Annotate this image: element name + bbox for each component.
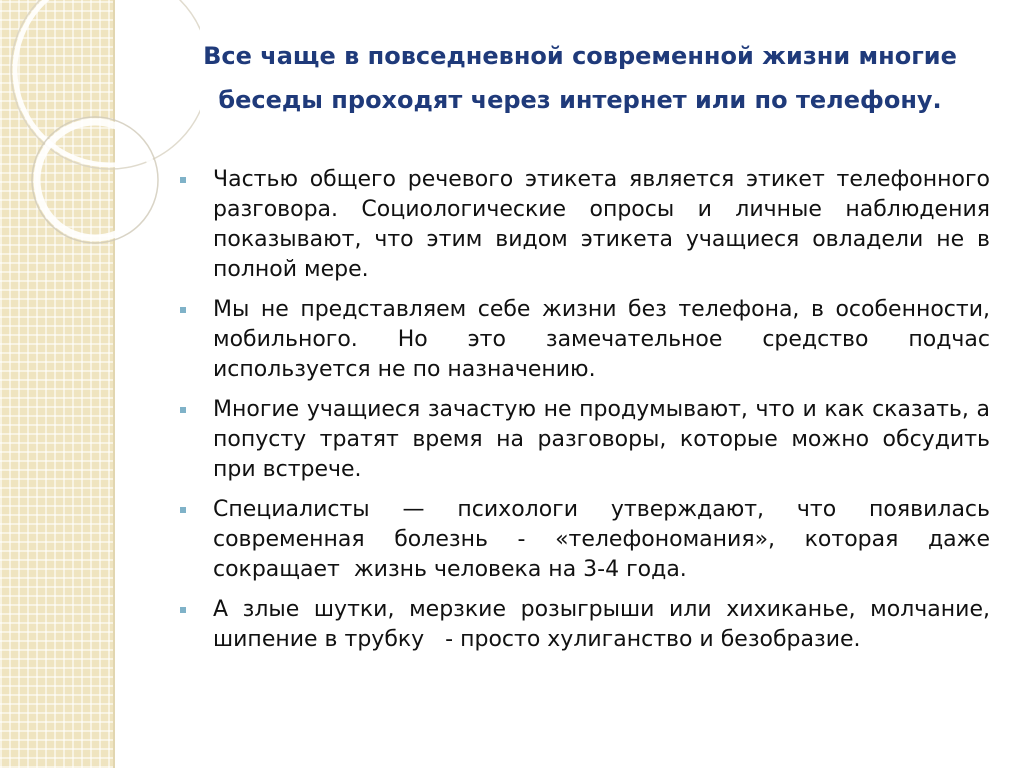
bullet-list [180,165,997,665]
bullet-text: А злые шутки, мерзкие розыгрыши или хихиканье, молчание, шипение в трубку - просто хулиганство и безобразие. [213,597,997,652]
bullet-item [180,165,997,285]
bullet-item [180,395,997,485]
bullet-text: Частью общего речевого этикета является этикет телефонного разговора. Социологические опросы и личные наблюдения показывают, что этим видом этикета учащиеся овладели не в полной мере. [213,167,997,282]
decorative-ring-small [37,122,153,238]
bullet-square-icon [180,177,186,183]
slide-title: Все чаще в повседневной современной жизни многие беседы проходят через интернет или по телефону. [203,42,957,114]
decorative-ring-small-shade [32,117,158,243]
bullet-text: Многие учащиеся зачастую не продумывают, что и как сказать, а попусту тратят время на разговоры, которые можно обсудить при встрече. [213,397,997,482]
bullet-text: Мы не представляем себе жизни без телефона, в особенности, мобильного. Но это замечательное средство подчас используется не по назначению. [213,297,997,382]
bullet-item [180,495,997,585]
decorative-ring-large [15,0,200,165]
bullet-square-icon [180,307,186,313]
bullet-square-icon [180,507,186,513]
bullet-item [180,595,997,655]
decorative-rings [0,0,200,300]
bullet-text: Специалисты — психологи утверждают, что появилась современная болезнь - «телефономания», которая даже сокращает жизнь человека на 3-4 года. [213,497,997,582]
bullet-square-icon [180,407,186,413]
bullet-item [180,295,997,385]
bullet-square-icon [180,607,186,613]
